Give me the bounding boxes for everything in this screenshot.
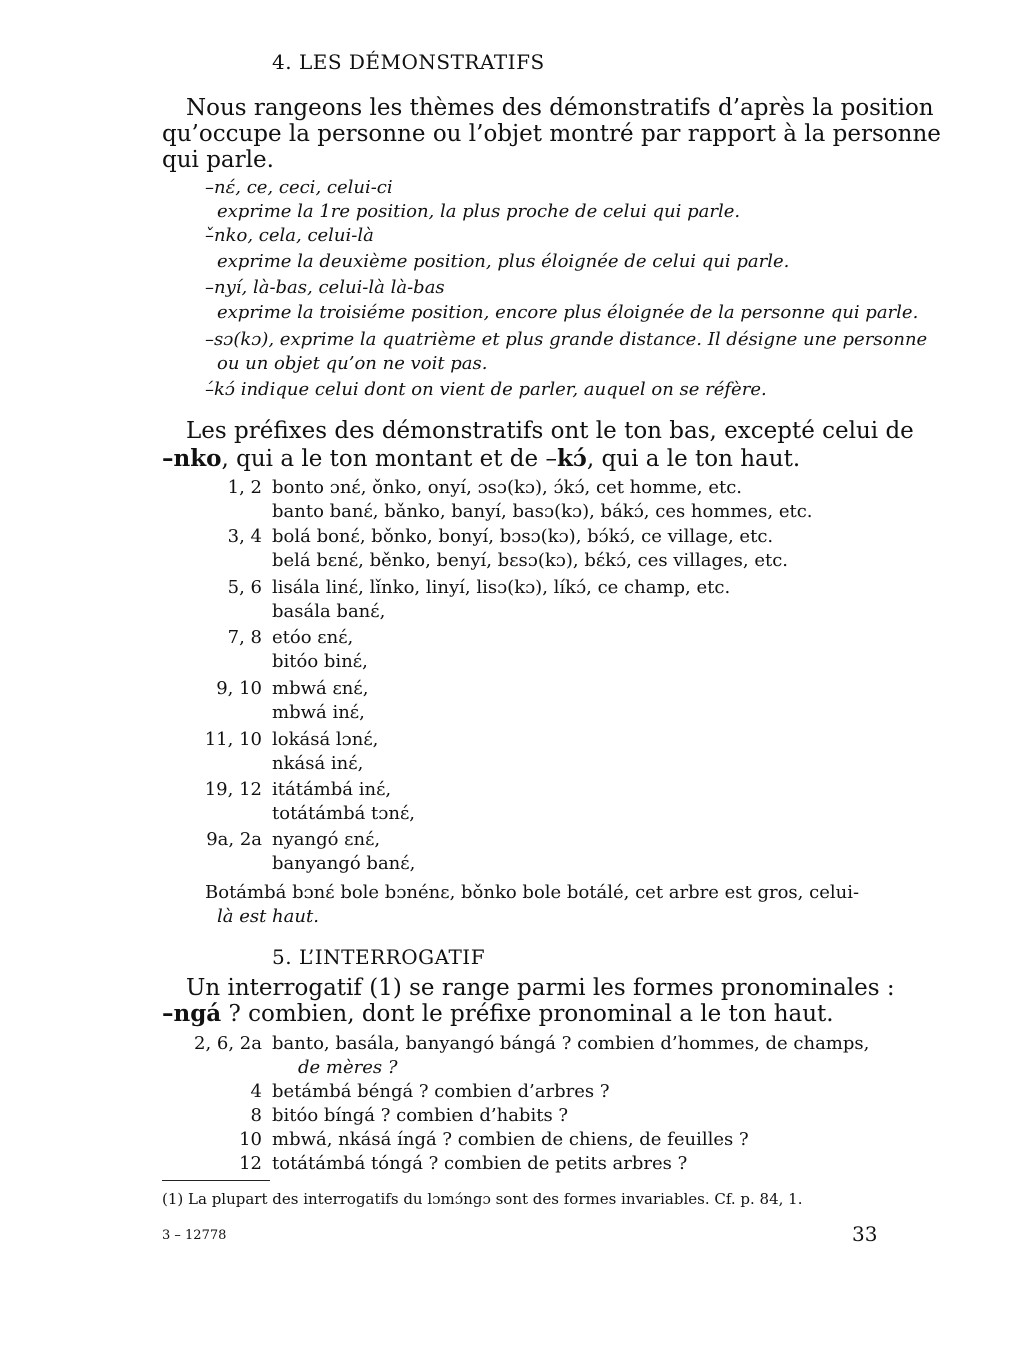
- demonstrative-5: –́kɔ́ indique celui dont on vient de parler, auquel on se réfère.: [205, 379, 767, 400]
- example-sentence-line-2: là est haut.: [217, 906, 319, 927]
- example-line: lokásá lɔnɛ́,: [272, 729, 379, 750]
- section-4-heading: 4. LES DÉMONSTRATIFS: [272, 50, 545, 74]
- example-row: [206, 829, 381, 850]
- example-line: nkásá inɛ́,: [272, 753, 364, 774]
- example-line: bonto ɔnɛ́, ǒnko, onyí, ɔsɔ(kɔ), ɔ́kɔ́, cet homme, etc.: [272, 477, 743, 498]
- footnote-divider: [162, 1180, 270, 1181]
- prefix-nko: –nko: [162, 445, 222, 472]
- example-class-number: 19, 12: [204, 779, 262, 800]
- interrogative-row: [298, 1057, 397, 1078]
- interrogative-paragraph-line-2: [162, 1001, 834, 1027]
- example-row: [216, 678, 369, 699]
- example-line: bolá bonɛ́, bǒnko, bonyí, bɔsɔ(kɔ), bɔ́kɔ́, ce village, etc.: [272, 526, 774, 547]
- intro-line-1: Nous rangeons les thèmes des démonstratifs d’après la position: [186, 95, 934, 121]
- demonstrative-3-term: –nyí, là-bas, celui-là là-bas: [205, 277, 445, 298]
- section-5-heading: 5. L’INTERROGATIF: [272, 945, 486, 969]
- demonstrative-3-desc: exprime la troisiéme position, encore plus éloignée de la personne qui parle.: [217, 302, 919, 323]
- example-row: [272, 550, 788, 571]
- example-class-number: 9, 10: [216, 678, 262, 699]
- interrogative-row: [250, 1081, 610, 1102]
- example-line: banyangó banɛ́,: [272, 853, 416, 874]
- example-line: mbwá inɛ́,: [272, 702, 365, 723]
- example-row: [272, 501, 813, 522]
- interrogative-class-number: 8: [250, 1105, 262, 1126]
- intro-line-2: qu’occupe la personne ou l’objet montré par rapport à la personne: [162, 121, 941, 147]
- prefix-paragraph-line-1: Les préfixes des démonstratifs ont le ton bas, excepté celui de: [186, 418, 914, 444]
- intro-line-3: qui parle.: [162, 147, 274, 173]
- example-row: [227, 627, 354, 648]
- example-line: bitóo binɛ́,: [272, 651, 368, 672]
- example-class-number: 11, 10: [204, 729, 262, 750]
- demonstrative-4-line-1: –sɔ(kɔ), exprime la quatrième et plus grande distance. Il désigne une personne: [205, 329, 928, 350]
- prefix-paragraph-line-2: [162, 446, 800, 472]
- example-class-number: 9a, 2a: [206, 829, 262, 850]
- interrogative-line: de mères ?: [298, 1057, 398, 1078]
- example-row: [272, 601, 385, 622]
- interrogative-class-number: 10: [239, 1129, 262, 1150]
- example-line: lisála linɛ́, lǐnko, linyí, lisɔ(kɔ), líkɔ́, ce champ, etc.: [272, 577, 731, 598]
- example-class-number: 5, 6: [227, 577, 262, 598]
- interrogative-nga: –ngá: [162, 1000, 222, 1027]
- example-class-number: 3, 4: [227, 526, 262, 547]
- prefix-text-1: , qui a le ton montant et de –: [221, 446, 557, 472]
- prefix-text-2: , qui a le ton haut.: [586, 446, 801, 472]
- example-line: totátámbá tɔnɛ́,: [272, 803, 415, 824]
- example-row: [272, 702, 365, 723]
- interrogative-class-number: 4: [250, 1081, 262, 1102]
- interrogative-line: banto, basála, banyangó bángá ? combien d’hommes, de champs,: [272, 1033, 870, 1054]
- example-row: [227, 477, 743, 498]
- example-class-number: 7, 8: [227, 627, 262, 648]
- example-line: basála banɛ́,: [272, 601, 386, 622]
- demonstrative-1-desc: exprime la 1re position, la plus proche de celui qui parle.: [217, 201, 741, 222]
- example-row: [204, 729, 379, 750]
- example-row: [204, 779, 392, 800]
- interrogative-line: totátámbá tóngá ? combien de petits arbres ?: [272, 1153, 688, 1174]
- example-row: [272, 853, 415, 874]
- example-line: etóo ɛnɛ́,: [272, 627, 354, 648]
- example-line: banto banɛ́, bǎnko, banyí, basɔ(kɔ), bákɔ́, ces hommes, etc.: [272, 501, 813, 522]
- interrogative-line: bitóo bíngá ? combien d’habits ?: [272, 1105, 569, 1126]
- example-line: belá bɛnɛ́, běnko, benyí, bɛsɔ(kɔ), bɛ́kɔ́, ces villages, etc.: [272, 550, 789, 571]
- example-line: itátámbá inɛ́,: [272, 779, 392, 800]
- prefix-ko: kɔ́: [556, 445, 587, 472]
- interrogative-row: [239, 1153, 688, 1174]
- interrogative-row: [194, 1033, 870, 1054]
- example-line: nyangó ɛnɛ́,: [272, 829, 381, 850]
- print-code: 3 – 12778: [162, 1228, 227, 1243]
- interrogative-class-number: 12: [239, 1153, 262, 1174]
- example-class-number: 1, 2: [227, 477, 262, 498]
- interrogative-class-number: 2, 6, 2a: [194, 1033, 262, 1054]
- example-row: [227, 577, 731, 598]
- example-row: [272, 651, 368, 672]
- demonstrative-4-line-2: ou un objet qu’on ne voit pas.: [217, 353, 488, 374]
- interrogative-row: [239, 1129, 749, 1150]
- interrogative-paragraph-line-1: Un interrogatif (1) se range parmi les formes pronominales :: [186, 975, 895, 1001]
- example-sentence-line-1: Botámbá bɔnɛ́ bole bɔnénɛ, bǒnko bole botálé, cet arbre est gros, celui-: [205, 882, 860, 903]
- example-row: [272, 803, 415, 824]
- interrogative-row: [250, 1105, 569, 1126]
- demonstrative-2-desc: exprime la deuxième position, plus éloignée de celui qui parle.: [217, 251, 790, 272]
- example-row: [227, 526, 774, 547]
- demonstrative-2-term: –̌nko, cela, celui-là: [205, 225, 374, 246]
- example-line: mbwá ɛnɛ́,: [272, 678, 369, 699]
- footnote: (1) La plupart des interrogatifs du lɔmɔ́ngɔ sont des formes invariables. Cf. p. 84, 1.: [162, 1190, 803, 1208]
- interrogative-line: mbwá, nkásá íngá ? combien de chiens, de feuilles ?: [272, 1129, 749, 1150]
- interrogative-text: ? combien, dont le préfixe pronominal a le ton haut.: [221, 1001, 834, 1027]
- demonstrative-1-term: –nɛ́, ce, ceci, celui-ci: [205, 177, 393, 198]
- page-number: 33: [852, 1222, 878, 1246]
- interrogative-line: betámbá béngá ? combien d’arbres ?: [272, 1081, 610, 1102]
- example-row: [272, 753, 363, 774]
